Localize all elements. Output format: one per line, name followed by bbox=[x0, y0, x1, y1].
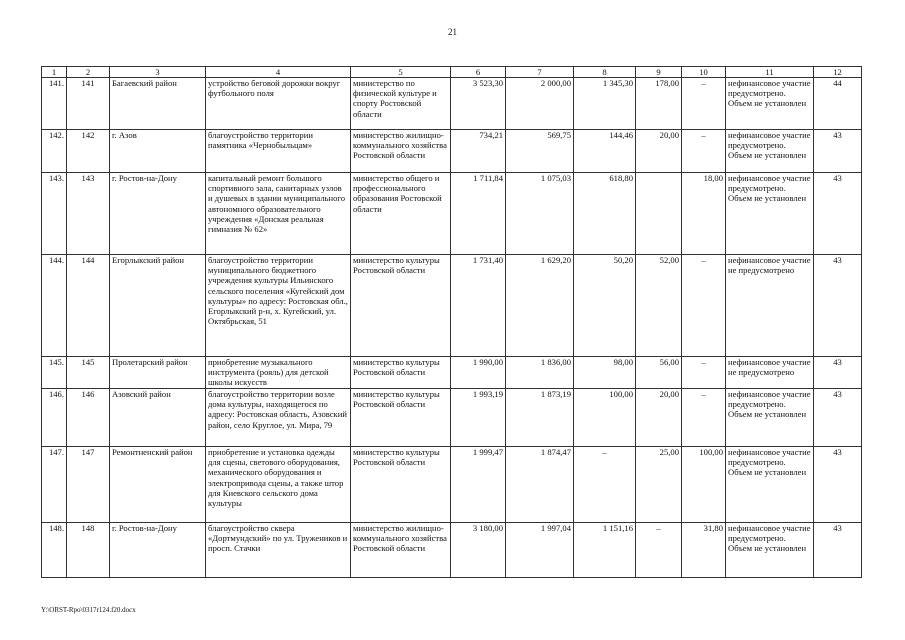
municipality: Пролетарский район bbox=[110, 357, 206, 389]
participation-note: нефинансовое участие предусмотрено. Объем не установлен bbox=[726, 173, 814, 255]
participation-note: нефинансовое участие предусмотрено. Объем не установлен bbox=[726, 130, 814, 173]
amount-col7: 569,75 bbox=[506, 130, 574, 173]
row-index: 145. bbox=[42, 357, 67, 389]
participation-note: нефинансовое участие предусмотрено. Объем не установлен bbox=[726, 523, 814, 578]
amount-col7: 1 075,03 bbox=[506, 173, 574, 255]
participation-note: нефинансовое участие не предусмотрено bbox=[726, 357, 814, 389]
project-description: капитальный ремонт большого спортивного зала, санитарных узлов и душевых в здании муниципального автономного образовательного учреждения «Донская реальная гимназия № 62» bbox=[206, 173, 351, 255]
row-number: 147 bbox=[67, 447, 110, 523]
col-header: 4 bbox=[206, 67, 351, 78]
amount-col7: 1 997,04 bbox=[506, 523, 574, 578]
ministry: министерство культуры Ростовской области bbox=[351, 389, 451, 447]
col-header: 1 bbox=[42, 67, 67, 78]
amount-total: 1 990,00 bbox=[451, 357, 506, 389]
ministry: министерство жилищно-коммунального хозяйства Ростовской области bbox=[351, 523, 451, 578]
municipality: Ремонтненский район bbox=[110, 447, 206, 523]
amount-col9 bbox=[636, 173, 682, 255]
table-row bbox=[42, 78, 862, 130]
score: 43 bbox=[814, 173, 862, 255]
projects-table bbox=[41, 66, 862, 578]
table-row bbox=[42, 130, 862, 173]
amount-col7: 1 836,00 bbox=[506, 357, 574, 389]
amount-col9: 20,00 bbox=[636, 130, 682, 173]
col-header: 10 bbox=[682, 67, 726, 78]
amount-col10: – bbox=[682, 255, 726, 357]
ministry: министерство культуры Ростовской области bbox=[351, 447, 451, 523]
project-description: благоустройство территории муниципального бюджетного учреждения культуры Ильинского сельского поселения «Кугейский дом культуры» по адресу: Ростовская обл., Егорлыкский р-н, х. Кугейский, ул. Октябрьская, 51 bbox=[206, 255, 351, 357]
amount-col9: 56,00 bbox=[636, 357, 682, 389]
ministry: министерство культуры Ростовской области bbox=[351, 255, 451, 357]
score: 44 bbox=[814, 78, 862, 130]
amount-col10: 18,00 bbox=[682, 173, 726, 255]
row-number: 148 bbox=[67, 523, 110, 578]
amount-col7: 1 874,47 bbox=[506, 447, 574, 523]
score: 43 bbox=[814, 130, 862, 173]
amount-total: 1 993,19 bbox=[451, 389, 506, 447]
amount-col7: 1 629,20 bbox=[506, 255, 574, 357]
row-number: 141 bbox=[67, 78, 110, 130]
amount-col8: 618,80 bbox=[574, 173, 636, 255]
ministry: министерство культуры Ростовской области bbox=[351, 357, 451, 389]
municipality: Азовский район bbox=[110, 389, 206, 447]
amount-col7: 1 873,19 bbox=[506, 389, 574, 447]
row-index: 148. bbox=[42, 523, 67, 578]
row-index: 147. bbox=[42, 447, 67, 523]
municipality: г. Ростов-на-Дону bbox=[110, 523, 206, 578]
amount-col10: – bbox=[682, 389, 726, 447]
col-header: 3 bbox=[110, 67, 206, 78]
municipality: г. Ростов-на-Дону bbox=[110, 173, 206, 255]
col-header: 8 bbox=[574, 67, 636, 78]
ministry: министерство общего и профессионального образования Ростовской области bbox=[351, 173, 451, 255]
project-description: приобретение и установка одежды для сцены, светового оборудования, механического оборудования и электропривода сцены, а также штор для Киевского сельского дома культуры bbox=[206, 447, 351, 523]
row-index: 143. bbox=[42, 173, 67, 255]
row-index: 144. bbox=[42, 255, 67, 357]
table-row bbox=[42, 447, 862, 523]
amount-col9: 52,00 bbox=[636, 255, 682, 357]
participation-note: нефинансовое участие не предусмотрено bbox=[726, 255, 814, 357]
amount-total: 3 180,00 bbox=[451, 523, 506, 578]
table-row bbox=[42, 173, 862, 255]
row-index: 141. bbox=[42, 78, 67, 130]
participation-note: нефинансовое участие предусмотрено. Объем не установлен bbox=[726, 447, 814, 523]
amount-col8: – bbox=[574, 447, 636, 523]
row-number: 143 bbox=[67, 173, 110, 255]
page-number: 21 bbox=[448, 27, 457, 37]
header-row bbox=[42, 67, 862, 78]
amount-col9: 25,00 bbox=[636, 447, 682, 523]
amount-col8: 1 151,16 bbox=[574, 523, 636, 578]
amount-col10: – bbox=[682, 130, 726, 173]
amount-col8: 100,00 bbox=[574, 389, 636, 447]
amount-col10: 100,00 bbox=[682, 447, 726, 523]
amount-total: 1 711,84 bbox=[451, 173, 506, 255]
amount-total: 1 999,47 bbox=[451, 447, 506, 523]
municipality: Егорлыкский район bbox=[110, 255, 206, 357]
score: 43 bbox=[814, 389, 862, 447]
row-number: 144 bbox=[67, 255, 110, 357]
amount-total: 3 523,30 bbox=[451, 78, 506, 130]
participation-note: нефинансовое участие предусмотрено. Объем не установлен bbox=[726, 78, 814, 130]
amount-col7: 2 000,00 bbox=[506, 78, 574, 130]
table-row bbox=[42, 389, 862, 447]
amount-col10: – bbox=[682, 78, 726, 130]
col-header: 6 bbox=[451, 67, 506, 78]
project-description: благоустройство территории памятника «Чернобыльцам» bbox=[206, 130, 351, 173]
score: 43 bbox=[814, 523, 862, 578]
amount-col9: 20,00 bbox=[636, 389, 682, 447]
amount-total: 1 731,40 bbox=[451, 255, 506, 357]
project-description: благоустройство сквера «Дортмундский» по ул. Тружеников и просп. Стачки bbox=[206, 523, 351, 578]
file-path-footer: Y:\ORST-Rpo\0317r124.f20.docx bbox=[41, 606, 136, 614]
project-description: устройство беговой дорожки вокруг футбольного поля bbox=[206, 78, 351, 130]
row-number: 146 bbox=[67, 389, 110, 447]
row-index: 146. bbox=[42, 389, 67, 447]
col-header: 7 bbox=[506, 67, 574, 78]
row-number: 142 bbox=[67, 130, 110, 173]
amount-col9: – bbox=[636, 523, 682, 578]
col-header: 12 bbox=[814, 67, 862, 78]
table-row bbox=[42, 523, 862, 578]
amount-col10: – bbox=[682, 357, 726, 389]
amount-col10: 31,80 bbox=[682, 523, 726, 578]
amount-col8: 1 345,30 bbox=[574, 78, 636, 130]
participation-note: нефинансовое участие предусмотрено. Объем не установлен bbox=[726, 389, 814, 447]
project-description: приобретение музыкального инструмента (рояль) для детской школы искусств bbox=[206, 357, 351, 389]
col-header: 9 bbox=[636, 67, 682, 78]
amount-col8: 98,00 bbox=[574, 357, 636, 389]
ministry: министерство по физической культуре и спорту Ростовской области bbox=[351, 78, 451, 130]
score: 43 bbox=[814, 357, 862, 389]
row-number: 145 bbox=[67, 357, 110, 389]
table-row bbox=[42, 357, 862, 389]
ministry: министерство жилищно-коммунального хозяйства Ростовской области bbox=[351, 130, 451, 173]
amount-col8: 50,20 bbox=[574, 255, 636, 357]
col-header: 5 bbox=[351, 67, 451, 78]
table-row bbox=[42, 255, 862, 357]
score: 43 bbox=[814, 255, 862, 357]
row-index: 142. bbox=[42, 130, 67, 173]
amount-total: 734,21 bbox=[451, 130, 506, 173]
project-description: благоустройство территории возле дома культуры, находящегося по адресу: Ростовская область, Азовский район, село Круглое, ул. Мира, 79 bbox=[206, 389, 351, 447]
col-header: 2 bbox=[67, 67, 110, 78]
municipality: г. Азов bbox=[110, 130, 206, 173]
municipality: Багаевский район bbox=[110, 78, 206, 130]
score: 43 bbox=[814, 447, 862, 523]
amount-col9: 178,00 bbox=[636, 78, 682, 130]
col-header: 11 bbox=[726, 67, 814, 78]
amount-col8: 144,46 bbox=[574, 130, 636, 173]
